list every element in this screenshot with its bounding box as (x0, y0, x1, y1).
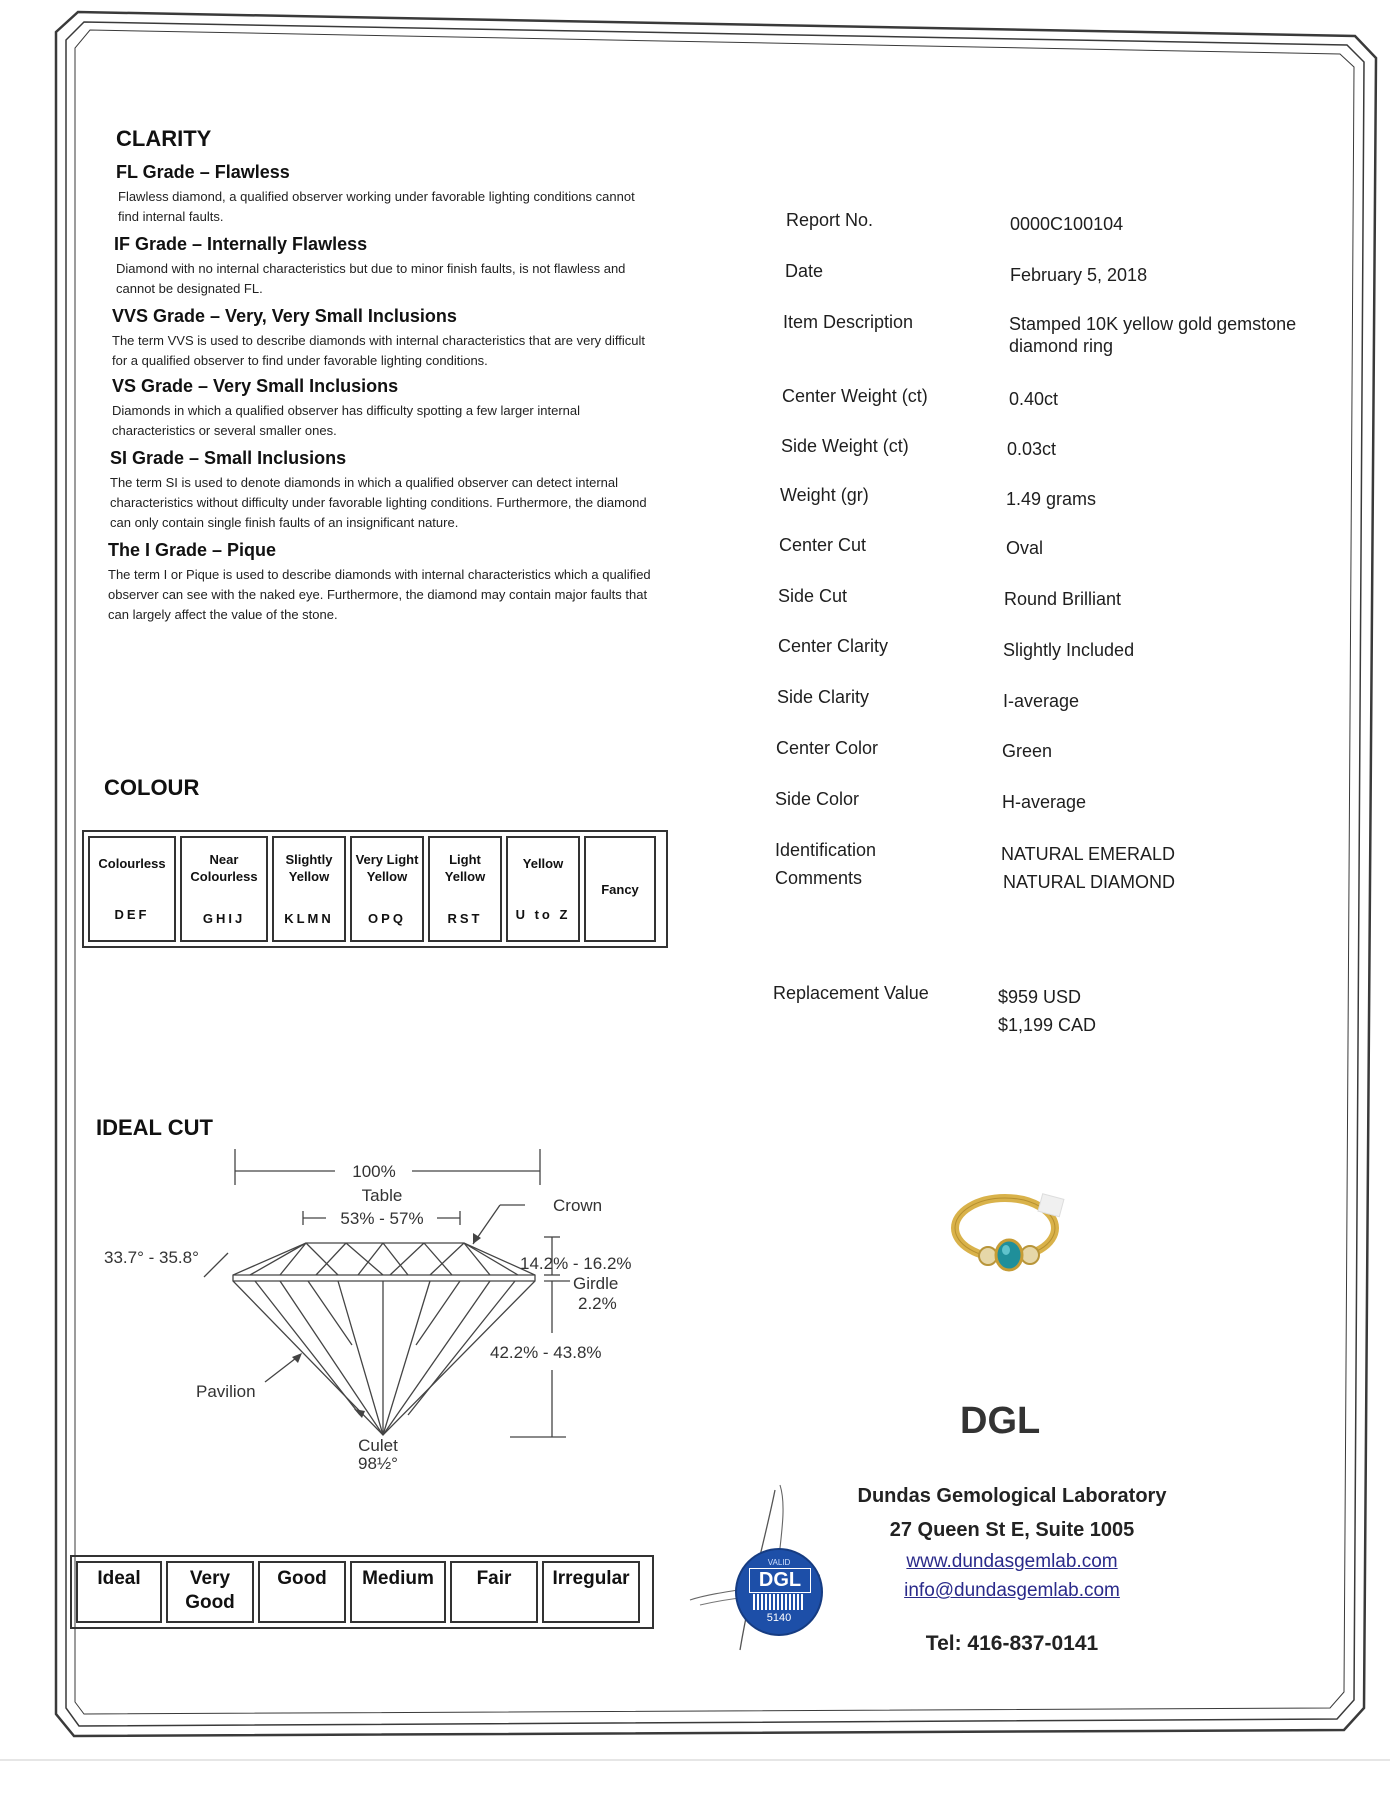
clarity-grade-vs (112, 376, 652, 441)
colour-grade-label: Yellow (522, 856, 564, 871)
colour-grade-code: DEF (114, 907, 150, 922)
grade-description: Flawless diamond, a qualified observer working under favorable lighting conditions cannot find internal faults. (118, 189, 635, 224)
validation-seal (735, 1548, 823, 1636)
colour-grade-colourless (88, 836, 176, 942)
report-value: Slightly Included (1003, 640, 1135, 660)
replacement-value: $959 USD (998, 987, 1082, 1007)
report-value: 1.49 grams (1006, 489, 1097, 509)
report-value: Oval (1006, 538, 1044, 558)
pavilion-depth-label: 42.2% - 43.8% (490, 1343, 602, 1362)
culet-word-label: Culet (358, 1436, 398, 1455)
colour-grade-code: U to Z (515, 907, 571, 922)
crown-angle-label: 33.7° - 35.8° (104, 1248, 199, 1267)
colour-grade-label: Very Light Yellow (355, 851, 419, 884)
report-label: Center Color (776, 738, 879, 758)
cut-grade-irregular: Irregular (542, 1561, 640, 1623)
colour-grade-code: KLMN (284, 911, 334, 927)
clarity-grade-i (108, 540, 658, 625)
colour-grade-label: Colourless (98, 856, 166, 871)
lab-name: Dundas Gemological Laboratory (857, 1485, 1167, 1507)
grade-title: VS Grade – Very Small Inclusions (112, 376, 399, 396)
report-label: Side Color (775, 789, 860, 809)
report-value: I-average (1003, 691, 1080, 711)
clarity-grade-vvs (112, 306, 652, 371)
lab-email-link[interactable]: info@dundasgemlab.com (904, 1580, 1120, 1601)
cut-grade-very-good: Very Good (166, 1561, 254, 1623)
pavilion-label: Pavilion (196, 1382, 256, 1401)
report-label: Side Cut (778, 586, 848, 606)
report-label: Date (785, 261, 824, 281)
identification-value: NATURAL EMERALD (1001, 844, 1176, 864)
report-value: Stamped 10K yellow gold gemstone diamond ring (1009, 314, 1297, 356)
colour-grade-label: Light Yellow (444, 851, 486, 884)
colour-scale (82, 830, 668, 948)
report-label: Side Weight (ct) (781, 436, 909, 456)
report-label: Center Cut (779, 535, 867, 555)
colour-grade-label: Slightly Yellow (285, 851, 333, 884)
colour-grade-fancy (584, 836, 656, 942)
report-label: Center Clarity (778, 636, 889, 656)
colour-heading: COLOUR (104, 775, 200, 800)
grade-title: SI Grade – Small Inclusions (110, 448, 347, 468)
seal-number: 5140 (766, 1612, 792, 1624)
seal-logo: DGL (749, 1568, 811, 1593)
report-value: February 5, 2018 (1010, 265, 1148, 285)
seal-barcode (753, 1594, 805, 1610)
crown-label: Crown (553, 1196, 603, 1215)
replacement-value: $1,199 CAD (998, 1015, 1097, 1035)
girdle-label: 2.2% (578, 1294, 617, 1313)
report-value: Green (1002, 741, 1053, 761)
report-label: Center Weight (ct) (782, 386, 928, 406)
grade-description: The term I or Pique is used to describe diamonds with internal characteristics which a qualified observer can see with the naked eye. Furthermore, the diamond may contain major faults that can largely affect the value of the stone. (108, 567, 651, 622)
clarity-grade-fl (116, 162, 656, 227)
clarity-grade-if (114, 234, 654, 299)
crown-height-label: 14.2% - 16.2% (520, 1254, 632, 1273)
grade-description: The term VVS is used to describe diamonds with internal characteristics that are very difficult for a qualified observer to find under favorable lighting conditions. (112, 333, 645, 368)
diamond-proportions-diagram (90, 1145, 680, 1495)
ideal-cut-heading: IDEAL CUT (96, 1115, 213, 1140)
identification-value: NATURAL DIAMOND (1003, 872, 1176, 892)
ring-photo (930, 1180, 1100, 1300)
clarity-grade-si (110, 448, 660, 533)
lab-website-link[interactable]: www.dundasgemlab.com (906, 1551, 1118, 1572)
table-word-label: Table (361, 1186, 403, 1205)
cut-grade-good: Good (258, 1561, 346, 1623)
report-value: 0.40ct (1009, 389, 1059, 409)
colour-grade-light-yellow (428, 836, 502, 942)
report-value: 0.03ct (1007, 439, 1057, 459)
colour-grade-code: OPQ (368, 911, 406, 927)
report-value: Round Brilliant (1004, 589, 1122, 609)
replacement-value-label: Replacement Value (773, 983, 929, 1003)
grade-title: VVS Grade – Very, Very Small Inclusions (112, 306, 457, 326)
comments-label: Comments (775, 868, 863, 888)
grade-title: IF Grade – Internally Flawless (114, 234, 368, 254)
colour-grade-very-light-yellow (350, 836, 424, 942)
lab-phone: Tel: 416-837-0141 (925, 1632, 1099, 1655)
report-value: 0000C100104 (1010, 214, 1124, 234)
cut-grade-ideal: Ideal (76, 1561, 162, 1623)
report-label: Weight (gr) (780, 485, 869, 505)
lab-logo: DGL (960, 1400, 1041, 1442)
cut-grade-medium: Medium (350, 1561, 446, 1623)
colour-grade-code: RST (447, 911, 483, 927)
grade-title: The I Grade – Pique (108, 540, 277, 560)
grade-description: Diamonds in which a qualified observer has difficulty spotting a few larger internal characteristics or several smaller ones. (112, 403, 581, 438)
grade-title: FL Grade – Flawless (116, 162, 290, 182)
colour-grade-yellow (506, 836, 580, 942)
width-label: 100% (352, 1162, 396, 1181)
cut-grade-fair: Fair (450, 1561, 538, 1623)
colour-grade-label: Near Colourless (190, 851, 258, 884)
culet-label: 98½° (358, 1454, 398, 1473)
grade-description: Diamond with no internal characteristics but due to minor finish faults, is not flawless and cannot be designated FL. (116, 261, 626, 296)
table-label: 53% - 57% (340, 1209, 424, 1228)
colour-grade-slightly-yellow (272, 836, 346, 942)
girdle-word-label: Girdle (573, 1274, 619, 1293)
seal-valid-text: VALID (767, 1558, 791, 1567)
report-label: Side Clarity (777, 687, 870, 707)
report-label: Report No. (786, 210, 874, 230)
lab-address: 27 Queen St E, Suite 1005 (889, 1519, 1135, 1541)
grade-description: The term SI is used to denote diamonds in which a qualified observer can detect internal characteristics without difficulty under favorable lighting conditions. Furthermore, the diamond can only contain single finish faults of an insignificant nature. (110, 475, 647, 530)
colour-grade-code: GHIJ (202, 911, 246, 927)
report-label: Item Description (783, 312, 914, 332)
report-value: H-average (1002, 792, 1087, 812)
identification-label: Identification (775, 840, 877, 860)
colour-grade-near-colourless (180, 836, 268, 942)
cut-grade-scale (70, 1555, 654, 1629)
clarity-heading: CLARITY (116, 126, 212, 151)
colour-grade-label: Fancy (601, 881, 639, 897)
